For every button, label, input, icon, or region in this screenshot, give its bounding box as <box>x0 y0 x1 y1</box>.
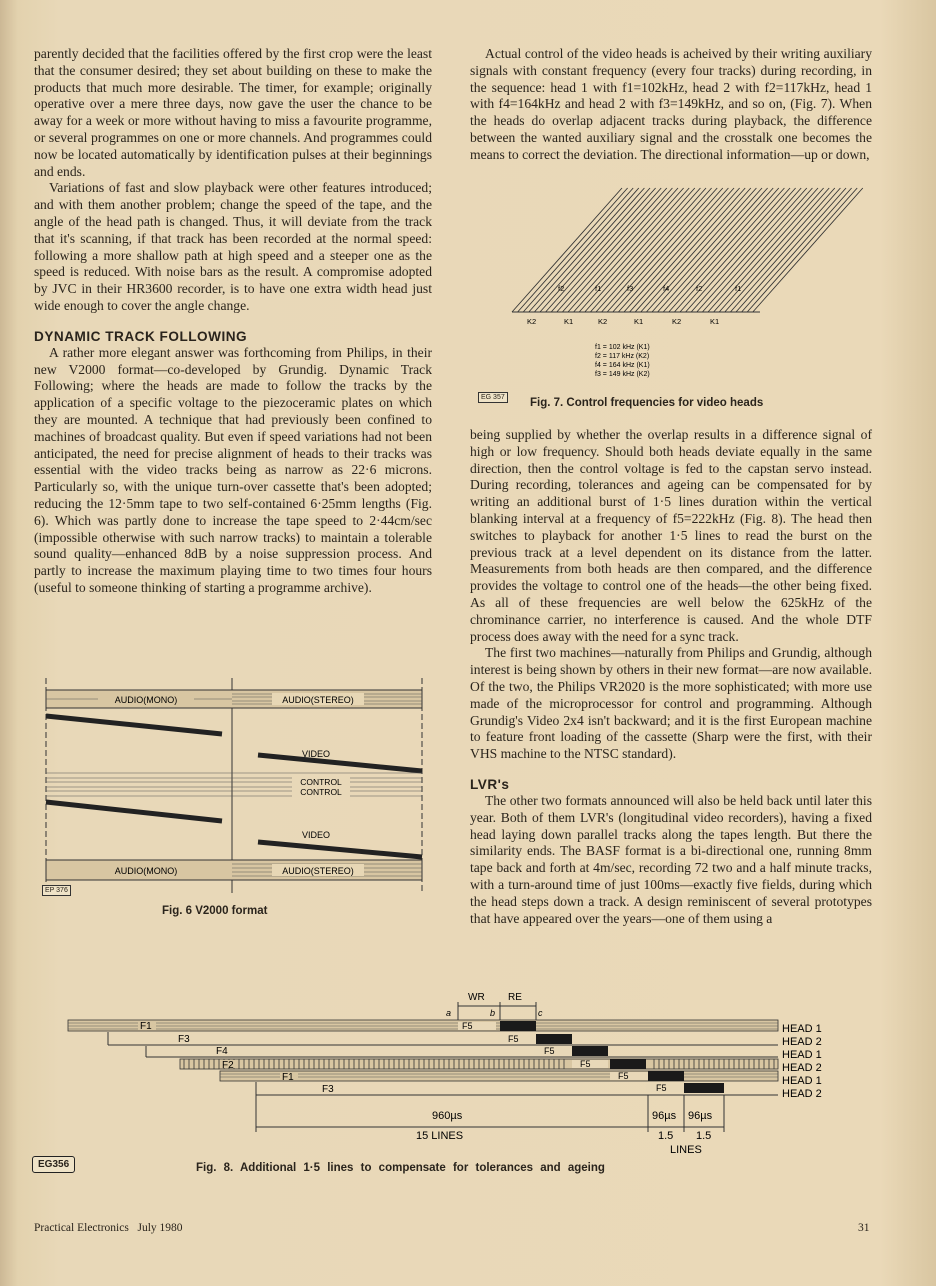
fig7-head-label: K2 <box>672 317 682 326</box>
fig7-track-line <box>613 188 723 312</box>
fig8-head-label: HEAD 2 <box>782 1062 822 1074</box>
fig7-track-line <box>680 188 790 312</box>
fig8-time-label: 96µs <box>688 1110 713 1122</box>
fig8-row-label: F3 <box>178 1034 190 1045</box>
fig7-track-line <box>534 188 644 312</box>
fig7-track-line <box>691 188 801 312</box>
fig6-label: AUDIO(STEREO) <box>282 866 354 876</box>
fig7-track-line <box>618 188 728 312</box>
fig7-track-line <box>753 188 863 312</box>
fig8-row-label: F1 <box>282 1072 294 1083</box>
fig8-f5-label: F5 <box>618 1071 629 1081</box>
fig7-track-line <box>635 188 745 312</box>
section-heading: DYNAMIC TRACK FOLLOWING <box>34 328 248 344</box>
fig7-track-line <box>719 188 829 312</box>
fig8-head-label: HEAD 1 <box>782 1075 822 1087</box>
fig7-track-line <box>602 188 712 312</box>
fig7-caption: Fig. 7. Control frequencies for video heads <box>530 397 764 409</box>
fig8-lines-label: LINES <box>670 1144 702 1156</box>
fig7-track-line <box>646 188 756 312</box>
fig7-track-line <box>674 188 784 312</box>
paragraph: Variations of fast and slow playback were other features introduced; and with them another problem; change the speed of the tape, and the angle of the head path is changed. Thus, it will deviate from the track that it's scanning, if that track has been recorded at the normal speed: following a more shallow path at high speed and a steeper one as the speed is reduced. With noise bars as the result. A compromise adopted by JVC in their HR3600 recorder, is to have one extra width head just wide enough to cover the angle change. <box>34 180 432 313</box>
fig7-track-line <box>596 188 706 312</box>
fig7-track-line <box>624 188 734 312</box>
publication-name: Practical Electronics <box>34 1222 129 1234</box>
paragraph: The other two formats announced will also be held back until later this year. Both of them LVR's (longitudinal video recorders), having a fixed head laying down parallel tracks along the tapes length. But there the similarity ends. The BASF format is a bi-directional one, running 8mm tape back and forth at 4m/sec, recording 72 two and a half minute tracks, with a turn-around time of just 100ms—exactly five fields, during which the head steps down a track. A design reminiscent of several prototypes that have appeared over the years—one of them using a <box>470 792 872 926</box>
fig7-track-line <box>658 188 768 312</box>
fig7-track-line <box>663 188 773 312</box>
fig7-track-line <box>523 188 633 312</box>
fig6-tag: EP 376 <box>42 885 71 896</box>
fig7-head-label: K1 <box>710 317 720 326</box>
fig7-track-line <box>540 188 650 312</box>
fig8-lines-label: 15 LINES <box>416 1130 464 1142</box>
fig8-row-label: F1 <box>140 1021 152 1032</box>
fig8-time-label: 960µs <box>432 1110 463 1122</box>
fig8-f5-label: F5 <box>462 1021 473 1031</box>
fig7-track-label: f4 <box>663 284 670 293</box>
fig8-head-label: HEAD 2 <box>782 1036 822 1048</box>
fig7-head-label: K1 <box>634 317 644 326</box>
fig8-re-label: RE <box>508 992 522 1003</box>
fig7-track-line <box>562 188 672 312</box>
fig7-diagram <box>500 186 870 386</box>
fig8-row-label: F3 <box>322 1084 334 1095</box>
fig8-row-label: F2 <box>222 1060 234 1071</box>
fig7-track-label: f1 <box>595 284 602 293</box>
page-number: 31 <box>858 1222 870 1234</box>
paragraph: Actual control of the video heads is acheived by their writing auxiliary signals with constant frequency (every four tracks) during recording, in the sequence: head 1 with f1=102kHz, head 2 with f2=117kHz, head 1 with f4=164kHz and head 2 with f3=149kHz, and so on, (Fig. 7). When the heads do overlap adjacent tracks during playback, the difference between the wanted auxiliary signal and the crosstalk one becomes the means to correct the deviation. The directional information—up or down, <box>470 46 872 162</box>
fig7-head-label: K1 <box>564 317 574 326</box>
fig8-caption: Fig. 8. Additional 1·5 lines to compensate for tolerances and ageing <box>196 1162 605 1174</box>
fig7-track-line <box>518 188 628 312</box>
fig6-label: VIDEO <box>301 749 331 759</box>
paragraph: parently decided that the facilities offered by the first crop were the least that the consumer desired; they set about building on these to make the products that much more desirable. The timer, for example; originally operative over a mere three days, now gave the user the chance to be away for a week or more without having to miss a favourite programme, or several programmes on one or more channels. And programmes could now be located automatically by identification pulses at their beginnings and ends. <box>34 46 432 179</box>
fig6-label: AUDIO(STEREO) <box>282 695 354 705</box>
fig7-tag: EG 357 <box>478 392 508 403</box>
paragraph: being supplied by whether the overlap results in a difference signal of high or low frequency. Should both heads deviate equally in the same direction, then the control voltage is fed to the capstan servo instead. During recording, tolerances and ageing can be compensated for by writing an additional burst of 1·5 lines duration within the vertical blanking interval at a frequency of f5=222kHz (Fig. 8). The head then switches to playback for another 1·5 lines to read the burst on the previous track at a level dependent on its distance from the latter. Measurements from both heads are then compared, and the difference provides the voltage to control one of the heads—the other being fixed. As all of these frequencies are well below the 625kHz of the chrominance carrier, no interference is caused. And the whole DTF process does away with the need for a sync track. <box>470 427 872 644</box>
fig7-legend: f3 = 149 kHz (K2) <box>595 371 650 378</box>
fig7-track-line <box>574 188 684 312</box>
fig8-time-label: 96µs <box>652 1110 677 1122</box>
fig8-diagram <box>60 982 920 1160</box>
fig8-row-label: F4 <box>216 1046 228 1057</box>
fig7-track-label: f2 <box>558 284 565 293</box>
fig8-f5-label: F5 <box>580 1059 591 1069</box>
fig7-track-line <box>702 188 812 312</box>
fig7-track-line <box>630 188 740 312</box>
fig8-head-label: HEAD 2 <box>782 1088 822 1100</box>
fig6-label: CONTROL <box>300 787 342 797</box>
fig7-track-line <box>736 188 846 312</box>
fig6-label: CONTROL <box>300 777 342 787</box>
fig7-track-line <box>512 188 622 312</box>
fig7-track-line <box>641 188 751 312</box>
fig7-track-line <box>708 188 818 312</box>
fig8-f5-label: F5 <box>508 1034 519 1044</box>
fig7-track-line <box>730 188 840 312</box>
fig6-label: VIDEO <box>301 830 331 840</box>
fig7-track-label: f3 <box>627 284 634 293</box>
fig7-track-line <box>669 188 779 312</box>
fig7-track-line <box>686 188 796 312</box>
fig7-legend: f1 = 102 kHz (K1) <box>595 344 650 351</box>
fig7-track-line <box>590 188 703 312</box>
fig7-legend: f4 = 164 kHz (K1) <box>595 362 650 369</box>
fig6-label: AUDIO(MONO) <box>114 695 178 705</box>
fig6-caption: Fig. 6 V2000 format <box>162 905 268 917</box>
fig7-track-line <box>714 188 824 312</box>
fig7-track-line <box>697 188 807 312</box>
fig8-lines-label: 1.5 <box>696 1130 712 1142</box>
right-column-continued <box>470 427 872 927</box>
paragraph: The first two machines—naturally from Philips and Grundig, although interest is being shown by others in their new format—are now available. Of the two, the Philips VR2020 is the more sophisticated; with more use made of the microprocessor for control and programming. Although Grundig's Video 2x4 isn't backward; and it is the first European machine to feature front loading of the cassette (Sharp were the first, with their VHS machine to the NTSC standard). <box>470 645 872 762</box>
fig7-track-line <box>652 188 762 312</box>
fig8-tag: EG356 <box>32 1156 75 1173</box>
fig8-wr-label: WR <box>468 992 485 1003</box>
fig7-head-label: K2 <box>527 317 537 326</box>
fig8-a-label: a <box>446 1008 452 1018</box>
fig8-f5-label: F5 <box>544 1046 555 1056</box>
fig7-track-line <box>557 188 670 312</box>
fig7-track-line <box>725 188 835 312</box>
fig7-track-line <box>742 188 852 312</box>
fig7-track-label: f1 <box>735 284 742 293</box>
fig7-track-line <box>607 188 717 312</box>
section-heading: LVR's <box>470 776 510 792</box>
fig7-track-line <box>579 188 689 312</box>
fig7-head-label: K2 <box>598 317 608 326</box>
right-column-top <box>470 46 872 164</box>
fig7-track-label: f2 <box>696 284 703 293</box>
fig7-track-line <box>546 188 656 312</box>
fig6-label: AUDIO(MONO) <box>114 866 178 876</box>
fig6-diagram <box>36 678 436 893</box>
footer-publication <box>34 1222 183 1234</box>
fig7-track-line <box>747 188 857 312</box>
fig8-head-label: HEAD 1 <box>782 1049 822 1061</box>
fig8-head-label: HEAD 1 <box>782 1023 822 1035</box>
fig7-track-line <box>551 188 661 312</box>
fig8-lines-label: 1.5 <box>658 1130 674 1142</box>
fig8-b-label: b <box>490 1008 496 1018</box>
fig7-track-line <box>529 188 639 312</box>
paragraph: A rather more elegant answer was forthcoming from Philips, in their new V2000 format—co-developed by Grundig. Dynamic Track Following; where the heads are made to follow the tracks by the application of a specific voltage to the piezoceramic plates on which they are mounted. A technique that had previously been confined to machines of broadcast quality. But even if speed variations had not been anticipated, the need for precise alignment of heads to their tracks was essential with the video tracks being as narrow as 22·6 microns. Particularly so, with the unique turn-over cassette that's been adopted; reducing the 12·5mm tape to two self-contained 6·25mm lengths (Fig. 6). Which was partly done to increase the tape speed to 2·44cm/sec (impossible otherwise with such narrow tracks) to maintain a tolerable sound quality—enhanced 8dB by a noise suppression process. And partly to increase the maximum playing time to two times four hours (useful to someone thinking of starting a programme archive). <box>34 344 432 595</box>
fig8-c-label: c <box>538 1008 543 1018</box>
fig8-f5-label: F5 <box>656 1083 667 1093</box>
publication-date: July 1980 <box>137 1222 183 1234</box>
left-column <box>34 46 432 597</box>
fig7-track-line <box>585 188 695 312</box>
fig7-track-line <box>568 188 678 312</box>
fig7-legend: f2 = 117 kHz (K2) <box>595 353 650 360</box>
